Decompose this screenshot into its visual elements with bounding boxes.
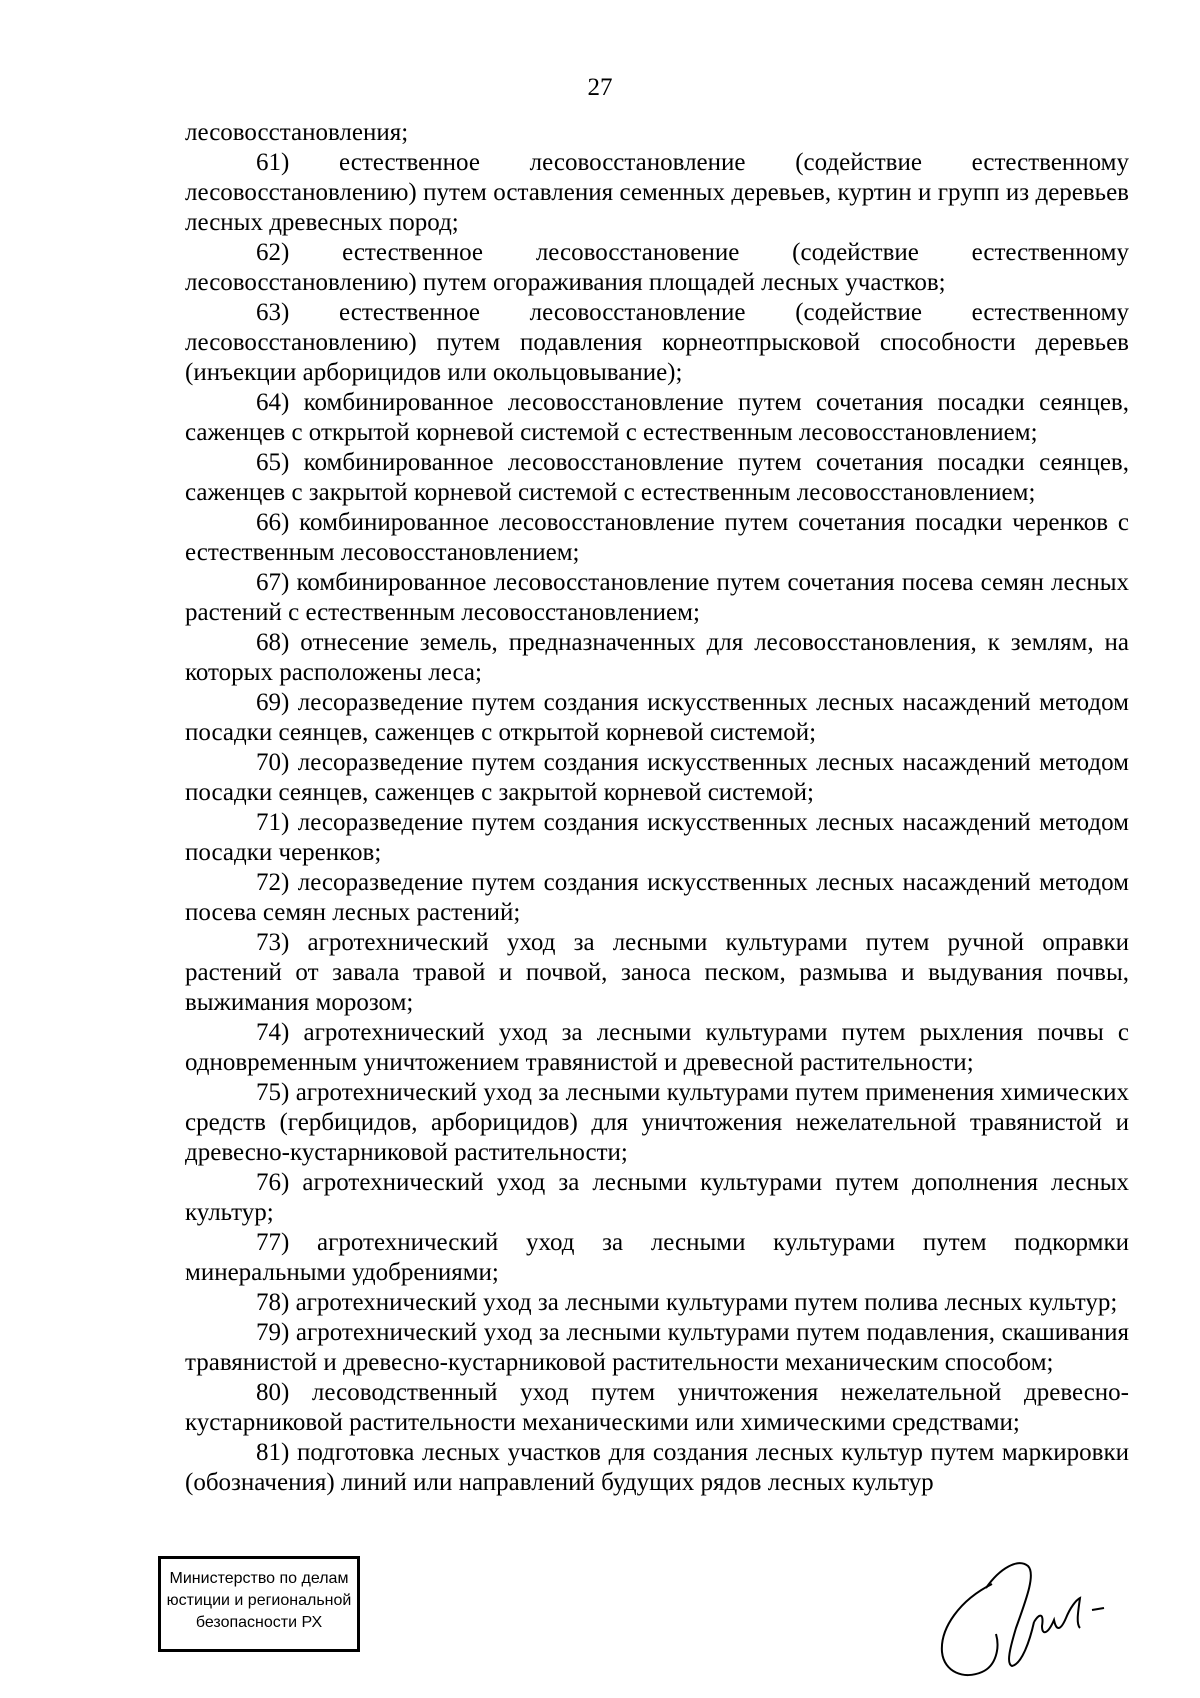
list-item-73: 73) агротехнический уход за лесными культурами путем ручной оправки растений от завала травой и почвой, заноса песком, размыва и выдувания почвы, выжимания морозом; <box>185 929 1129 1016</box>
list-item-70: 70) лесоразведение путем создания искусственных лесных насаждений методом посадки сеянцев, саженцев с закрытой корневой системой; <box>185 749 1129 806</box>
list-item-64: 64) комбинированное лесовосстановление путем сочетания посадки сеянцев, саженцев с открытой корневой системой с естественным лесовосстановлением; <box>185 389 1129 446</box>
list-item-63: 63) естественное лесовосстановление (содействие естественному лесовосстановлению) путем подавления корнеотпрысковой способности деревьев (инъекции арборицидов или окольцовывание); <box>185 299 1129 386</box>
lead-line: лесовосстановления; <box>185 119 409 146</box>
list-item-62: 62) естественное лесовосстановение (содействие естественному лесовосстановлению) путем огораживания площадей лесных участков; <box>185 239 1129 296</box>
list-item-68: 68) отнесение земель, предназначенных для лесовосстановления, к землям, на которых расположены леса; <box>185 629 1129 686</box>
list-item-80: 80) лесоводственный уход путем уничтожения нежелательной древесно-кустарниковой растительности механическими или химическими средствами; <box>185 1379 1129 1436</box>
list-item-78: 78) агротехнический уход за лесными культурами путем полива лесных культур; <box>256 1289 1118 1316</box>
list-item-71: 71) лесоразведение путем создания искусственных лесных насаждений методом посадки черенков; <box>185 809 1129 866</box>
list-item-75: 75) агротехнический уход за лесными культурами путем применения химических средств (гербицидов, арборицидов) для уничтожения нежелательной травянистой и древесно-кустарниковой растительности; <box>185 1079 1129 1166</box>
stamp-line-2: юстиции и региональной <box>166 1592 352 1609</box>
handwritten-signature <box>930 1548 1130 1688</box>
list-item-76: 76) агротехнический уход за лесными культурами путем дополнения лесных культур; <box>185 1169 1129 1226</box>
document-body <box>185 118 1129 1498</box>
list-item-72: 72) лесоразведение путем создания искусственных лесных насаждений методом посева семян лесных растений; <box>185 869 1129 926</box>
list-item-79: 79) агротехнический уход за лесными культурами путем подавления, скашивания травянистой и древесно-кустарниковой растительности механическим способом; <box>185 1319 1129 1376</box>
list-item-74: 74) агротехнический уход за лесными культурами путем рыхления почвы с одновременным уничтожением травянистой и древесной растительности; <box>185 1019 1129 1076</box>
stamp-line-1: Министерство по делам <box>169 1570 349 1587</box>
list-item-65: 65) комбинированное лесовосстановление путем сочетания посадки сеянцев, саженцев с закрытой корневой системой с естественным лесовосстановлением; <box>185 449 1129 506</box>
ministry-stamp <box>158 1556 360 1652</box>
list-item-81: 81) подготовка лесных участков для создания лесных культур путем маркировки (обозначения) линий или направлений будущих рядов лесных культур <box>185 1439 1129 1496</box>
list-item-69: 69) лесоразведение путем создания искусственных лесных насаждений методом посадки сеянцев, саженцев с открытой корневой системой; <box>185 689 1129 746</box>
list-item-67: 67) комбинированное лесовосстановление путем сочетания посева семян лесных растений с естественным лесовосстановлением; <box>185 569 1129 626</box>
page-number: 27 <box>587 74 613 101</box>
list-item-66: 66) комбинированное лесовосстановление путем сочетания посадки черенков с естественным лесовосстановлением; <box>185 509 1129 566</box>
stamp-line-3: безопасности РХ <box>195 1614 323 1631</box>
list-item-61: 61) естественное лесовосстановление (содействие естественному лесовосстановлению) путем оставления семенных деревьев, куртин и групп из деревьев лесных древесных пород; <box>185 149 1129 236</box>
list-item-77: 77) агротехнический уход за лесными культурами путем подкормки минеральными удобрениями; <box>185 1229 1129 1286</box>
